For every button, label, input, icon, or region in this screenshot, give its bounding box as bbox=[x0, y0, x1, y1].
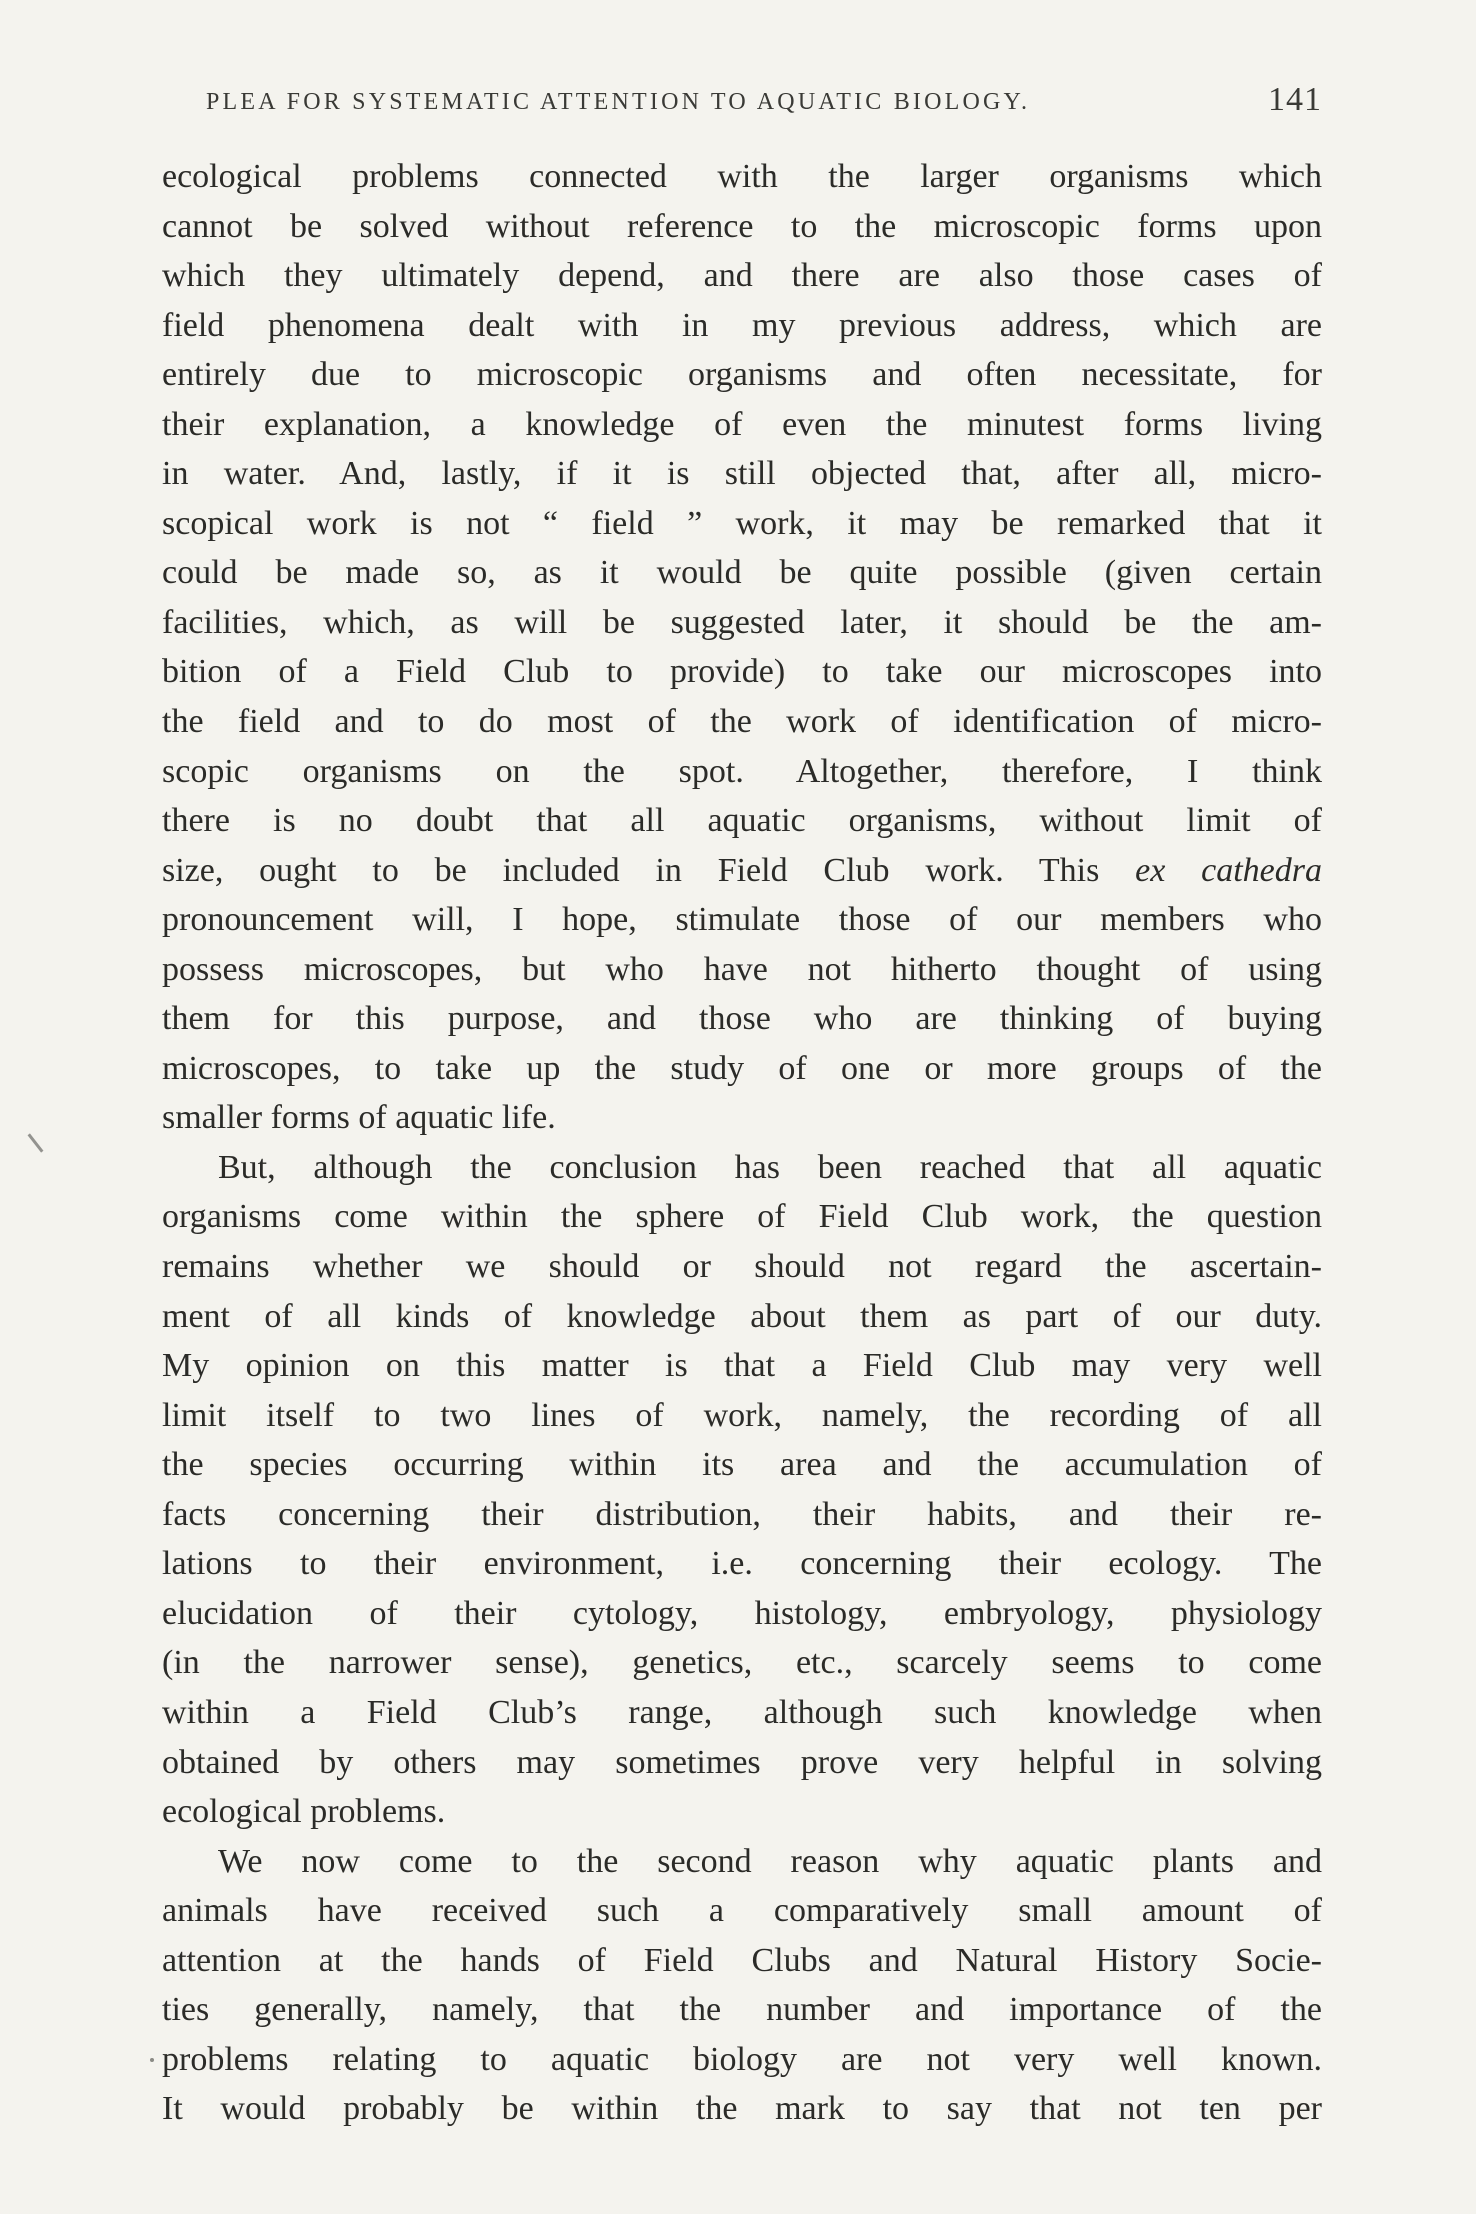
text-line: bition of a Field Club to provide) to take our microscopes into bbox=[162, 653, 1322, 691]
text-line: there is no doubt that all aquatic organisms, without limit of bbox=[162, 802, 1322, 840]
text-line: animals have received such a comparatively small amount of bbox=[162, 1892, 1322, 1930]
text-line: (in the narrower sense), genetics, etc., scarcely seems to come bbox=[162, 1644, 1322, 1682]
text-line: pronouncement will, I hope, stimulate those of our members who bbox=[162, 901, 1322, 939]
text-line: ecological problems connected with the larger organisms which bbox=[162, 158, 1322, 195]
text-line: their explanation, a knowledge of even the minutest forms living bbox=[162, 405, 1322, 443]
text-line: elucidation of their cytology, histology, embryology, physiology bbox=[162, 1594, 1322, 1632]
text-line: the species occurring within its area and the accumulation of bbox=[162, 1446, 1322, 1484]
text-line: But, although the conclusion has been reached that all aquatic bbox=[218, 1148, 1322, 1186]
text-segment: size, ought to be included in Field Club work. This bbox=[162, 851, 1136, 889]
text-line: in water. And, lastly, if it is still objected that, after all, micro- bbox=[162, 455, 1322, 493]
text-line: ties generally, namely, that the number and importance of the bbox=[162, 1991, 1322, 2029]
text-line-with-italic bbox=[162, 846, 1322, 896]
text-line: facts concerning their distribution, their habits, and their re- bbox=[162, 1495, 1322, 1533]
text-line: scopic organisms on the spot. Altogether, therefore, I think bbox=[162, 752, 1322, 790]
paragraph-1 bbox=[162, 152, 1322, 1143]
paragraph-2 bbox=[162, 1143, 1322, 1837]
text-line: which they ultimately depend, and there are also those cases of bbox=[162, 257, 1322, 295]
text-line: obtained by others may sometimes prove very helpful in solving bbox=[162, 1743, 1322, 1781]
text-line: the field and to do most of the work of identification of micro- bbox=[162, 703, 1322, 741]
text-line: limit itself to two lines of work, namely, the recording of all bbox=[162, 1396, 1322, 1434]
text-line: field phenomena dealt with in my previous address, which are bbox=[162, 306, 1322, 344]
text-line: cannot be solved without reference to the microscopic forms upon bbox=[162, 207, 1322, 245]
text-line: facilities, which, as will be suggested later, it should be the am- bbox=[162, 603, 1322, 641]
text-line: attention at the hands of Field Clubs and Natural History Socie- bbox=[162, 1941, 1322, 1979]
stray-ink-mark bbox=[28, 1133, 44, 1152]
text-line: microscopes, to take up the study of one or more groups of the bbox=[162, 1049, 1322, 1087]
text-line: ment of all kinds of knowledge about them as part of our duty. bbox=[162, 1297, 1322, 1335]
text-line: within a Field Club’s range, although such knowledge when bbox=[162, 1693, 1322, 1731]
text-line: possess microscopes, but who have not hitherto thought of using bbox=[162, 950, 1322, 988]
text-line: scopical work is not “ field ” work, it may be remarked that it bbox=[162, 504, 1322, 542]
text-line: My opinion on this matter is that a Field Club may very well bbox=[162, 1347, 1322, 1385]
italic-phrase: ex cathedra bbox=[1135, 851, 1323, 889]
text-line: ecological problems. bbox=[162, 1793, 446, 1831]
running-head bbox=[206, 82, 1322, 122]
page-number: 141 bbox=[1268, 81, 1322, 118]
text-line: smaller forms of aquatic life. bbox=[162, 1099, 556, 1137]
text-line: problems relating to aquatic biology are not very well known. bbox=[162, 2040, 1322, 2078]
text-line: entirely due to microscopic organisms and often necessitate, for bbox=[162, 356, 1322, 394]
text-line: remains whether we should or should not regard the ascertain- bbox=[162, 1248, 1322, 1286]
stray-ink-dot bbox=[150, 2058, 154, 2062]
paragraph-3 bbox=[162, 1837, 1322, 2134]
text-line: organisms come within the sphere of Field Club work, the question bbox=[162, 1198, 1322, 1236]
text-line: We now come to the second reason why aquatic plants and bbox=[218, 1842, 1322, 1880]
text-line: It would probably be within the mark to say that not ten per bbox=[162, 2090, 1322, 2128]
body-text bbox=[162, 152, 1322, 2134]
running-head-title: PLEA FOR SYSTEMATIC ATTENTION TO AQUATIC BIOLOGY. bbox=[206, 89, 1031, 115]
text-line: them for this purpose, and those who are thinking of buying bbox=[162, 1000, 1322, 1038]
text-line: lations to their environment, i.e. concerning their ecology. The bbox=[162, 1545, 1322, 1583]
text-line: could be made so, as it would be quite possible (given certain bbox=[162, 554, 1322, 592]
